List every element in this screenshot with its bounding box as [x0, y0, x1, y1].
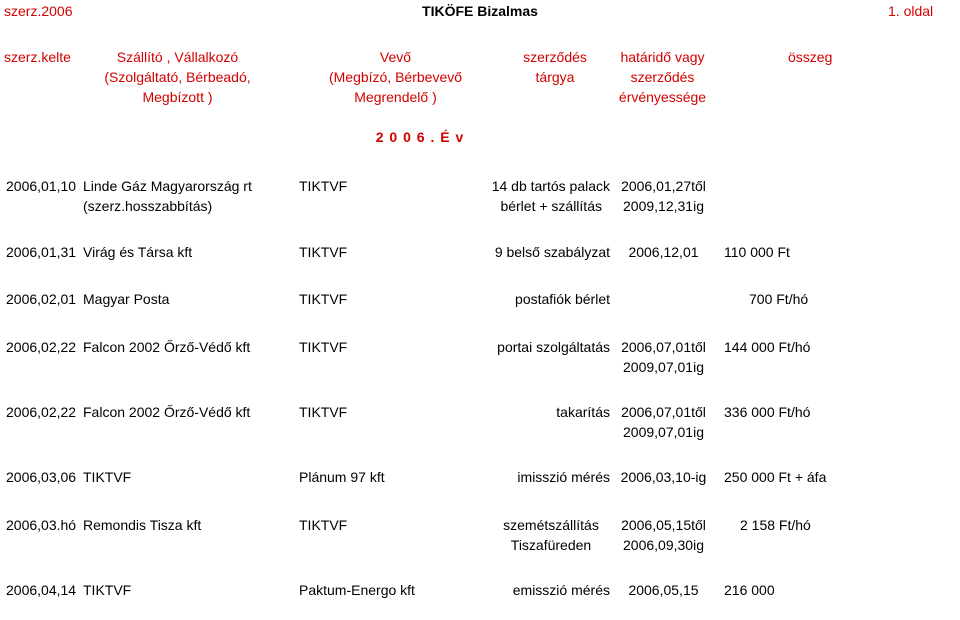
column-header-amount: összeg [788, 49, 833, 65]
row-date: 2006,02,22 [6, 339, 77, 355]
year-heading: 2 0 0 6 . É v [375, 129, 465, 145]
column-header-deadline: határidő vagy szerződés érvényessége [618, 49, 707, 105]
row-date: 2006,04,14 [6, 582, 77, 598]
row-subject: imisszió mérés [517, 469, 610, 485]
row-party: TIKTVF [83, 582, 132, 598]
header-page-number: 1. oldal [888, 3, 934, 19]
table-row [0, 242, 960, 282]
row-subject: takarítás [556, 404, 610, 420]
column-header-supplier: Szállító , Vállalkozó (Szolgáltató, Bérbeadó, Megbízott ) [104, 49, 251, 105]
table-row [0, 467, 960, 507]
header-left: szerz.2006 [4, 3, 73, 19]
row-party: Remondis Tisza kft [83, 517, 202, 533]
row-deadline: 2006,01,27től 2009,12,31ig [621, 178, 706, 214]
column-header-subject: szerződés tárgya [523, 49, 587, 85]
table-row [0, 580, 960, 620]
row-amount: 700 Ft/hó [749, 291, 809, 307]
row-deadline: 2006,07,01től 2009,07,01ig [621, 404, 706, 440]
row-date: 2006,03,06 [6, 469, 77, 485]
row-subject: emisszió mérés [512, 582, 610, 598]
row-deadline: 2006,12,01 [628, 244, 699, 260]
row-amount: 144 000 Ft/hó [724, 339, 811, 355]
row-subject: 9 belső szabályzat [494, 244, 610, 260]
row-date: 2006,01,31 [6, 244, 77, 260]
row-buyer: TIKTVF [299, 244, 348, 260]
row-deadline: 2006,03,10-ig [620, 469, 707, 485]
row-buyer: Plánum 97 kft [299, 469, 385, 485]
table-row [0, 289, 960, 329]
row-date: 2006,03.hó [6, 517, 77, 533]
row-buyer: TIKTVF [299, 339, 348, 355]
row-party: Falcon 2002 Őrző-Védő kft [83, 404, 251, 420]
row-amount: 216 000 [724, 582, 775, 598]
row-subject: postafiók bérlet [515, 291, 610, 307]
row-date: 2006,01,10 [6, 178, 77, 194]
row-amount: 250 000 Ft + áfa [724, 469, 827, 485]
row-buyer: TIKTVF [299, 178, 348, 194]
row-deadline: 2006,07,01től 2009,07,01ig [621, 339, 706, 375]
table-row [0, 402, 960, 442]
row-party: TIKTVF [83, 469, 132, 485]
row-buyer: TIKTVF [299, 517, 348, 533]
row-date: 2006,02,01 [6, 291, 77, 307]
row-amount: 110 000 Ft [724, 244, 790, 260]
table-row [0, 337, 960, 377]
row-deadline: 2006,05,15től 2006,09,30ig [621, 517, 706, 553]
column-header-buyer: Vevő (Megbízó, Bérbevevő Megrendelő ) [328, 49, 463, 105]
row-amount: 336 000 Ft/hó [724, 404, 811, 420]
row-deadline: 2006,05,15 [628, 582, 699, 598]
row-subject: szemétszállítás Tiszafüreden [503, 517, 599, 553]
row-party: Falcon 2002 Őrző-Védő kft [83, 339, 251, 355]
column-header-date: szerz.kelte [4, 49, 71, 65]
row-subject: portai szolgáltatás [497, 339, 610, 355]
row-party: Linde Gáz Magyarország rt (szerz.hosszabbítás) [83, 178, 252, 214]
header-title: TIKÖFE Bizalmas [422, 3, 538, 19]
table-row [0, 176, 960, 216]
row-buyer: Paktum-Energo kft [299, 582, 415, 598]
row-party: Virág és Társa kft [83, 244, 193, 260]
row-amount: 2 158 Ft/hó [740, 517, 811, 533]
row-subject: 14 db tartós palack bérlet + szállítás [491, 178, 610, 214]
row-date: 2006,02,22 [6, 404, 77, 420]
table-row [0, 515, 960, 555]
row-buyer: TIKTVF [299, 291, 348, 307]
row-buyer: TIKTVF [299, 404, 348, 420]
row-party: Magyar Posta [83, 291, 170, 307]
